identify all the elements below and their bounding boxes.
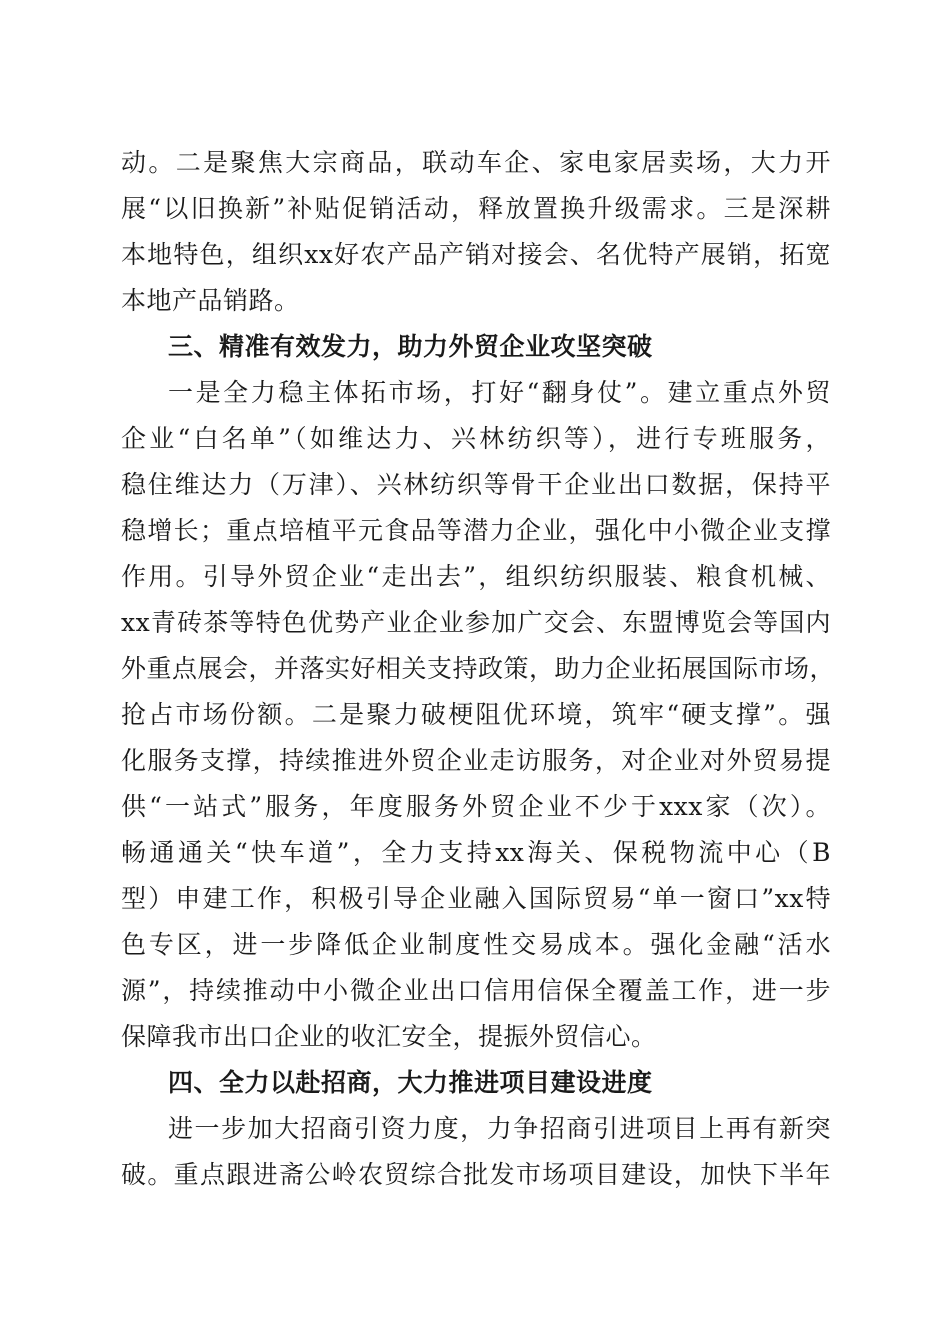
paragraph-line: 色专区，进一步降低企业制度性交易成本。强化金融“活水 <box>121 930 831 959</box>
section-heading-3: 三、精准有效发力，助力外贸企业攻坚突破 <box>168 332 653 361</box>
paragraph-line: 畅通通关“快车道”，全力支持xx海关、保税物流中心（B <box>121 838 831 867</box>
paragraph-line: 一是全力稳主体拓市场，打好“翻身仗”。建立重点外贸 <box>168 378 831 407</box>
paragraph-line: 作用。引导外贸企业“走出去”，组织纺织服装、粮食机械、 <box>121 562 831 591</box>
paragraph-line: 抢占市场份额。二是聚力破梗阻优环境，筑牢“硬支撑”。强 <box>121 700 831 729</box>
paragraph-line: 源”，持续推动中小微企业出口信用信保全覆盖工作，进一步 <box>121 976 831 1005</box>
paragraph-line: 进一步加大招商引资力度，力争招商引进项目上再有新突 <box>168 1114 831 1143</box>
paragraph-line: 外重点展会，并落实好相关支持政策，助力企业拓展国际市场， <box>121 654 836 683</box>
paragraph-line: 本地特色，组织xx好农产品产销对接会、名优特产展销，拓宽 <box>121 240 831 269</box>
section-heading-4: 四、全力以赴招商，大力推进项目建设进度 <box>168 1068 653 1097</box>
paragraph-line: 供“一站式”服务，年度服务外贸企业不少于xxx家（次）。 <box>121 792 831 821</box>
paragraph-line: 本地产品销路。 <box>121 286 300 315</box>
paragraph-line: xx青砖茶等特色优势产业企业参加广交会、东盟博览会等国内 <box>121 608 831 637</box>
paragraph-line: 破。重点跟进斋公岭农贸综合批发市场项目建设，加快下半年 <box>121 1160 831 1189</box>
paragraph-line: 动。二是聚焦大宗商品，联动车企、家电家居卖场，大力开 <box>121 148 831 177</box>
paragraph-line: 型）申建工作，积极引导企业融入国际贸易“单一窗口”xx特 <box>121 884 831 913</box>
paragraph-line: 企业“白名单”（如维达力、兴林纺织等），进行专班服务， <box>121 424 831 453</box>
paragraph-line: 保障我市出口企业的收汇安全，提振外贸信心。 <box>121 1022 657 1051</box>
paragraph-line: 稳住维达力（万津）、兴林纺织等骨干企业出口数据，保持平 <box>121 470 831 499</box>
paragraph-line: 稳增长；重点培植平元食品等潜力企业，强化中小微企业支撑 <box>121 516 831 545</box>
paragraph-line: 展“以旧换新”补贴促销活动，释放置换升级需求。三是深耕 <box>121 194 831 223</box>
paragraph-line: 化服务支撑，持续推进外贸企业走访服务，对企业对外贸易提 <box>121 746 831 775</box>
